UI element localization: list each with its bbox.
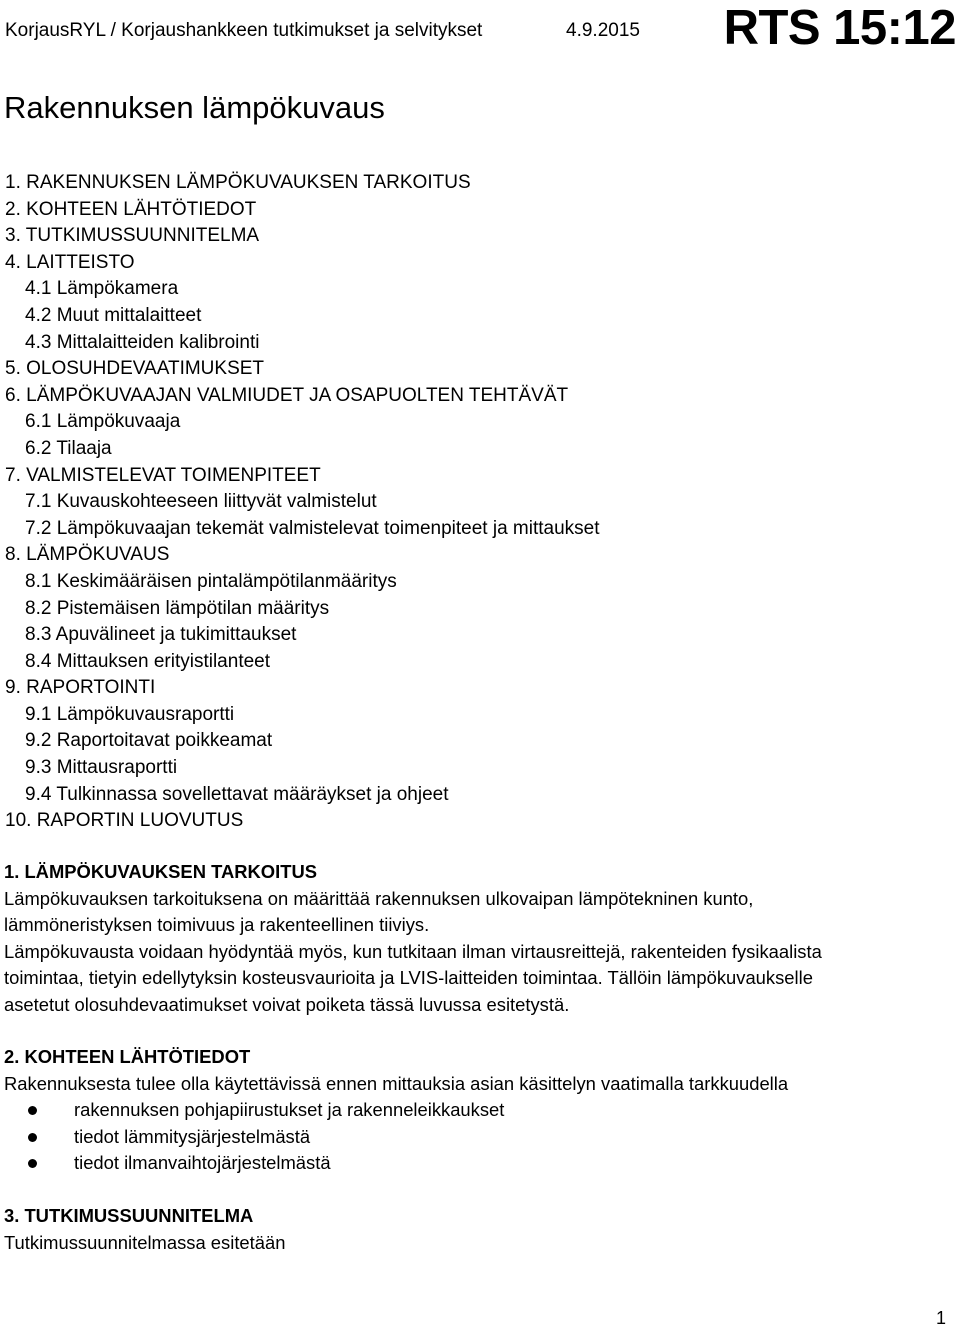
toc-item: 1. RAKENNUKSEN LÄMPÖKUVAUKSEN TARKOITUS: [5, 172, 471, 193]
toc-item: 3. TUTKIMUSSUUNNITELMA: [5, 225, 260, 247]
toc-item: 9. RAPORTOINTI: [5, 677, 156, 699]
page-number: 1: [935, 1308, 946, 1328]
toc-subitem: 4.1 Lämpökamera: [25, 278, 179, 300]
toc-subitem: 8.1 Keskimääräisen pintalämpötilanmääritys: [25, 570, 397, 592]
section-1: [4, 859, 944, 1019]
paragraph-line: Tutkimussuunnitelmassa esitetään: [4, 1231, 286, 1253]
toc-subitem: 8.2 Pistemäisen lämpötilan määritys: [25, 597, 330, 619]
toc-subitem: 4.2 Muut mittalaitteet: [25, 304, 202, 326]
section-heading: 3. TUTKIMUSSUUNNITELMA: [4, 1205, 254, 1226]
toc-item: 5. OLOSUHDEVAATIMUKSET: [5, 358, 265, 380]
bullet-list: [4, 1097, 944, 1177]
header-breadcrumb: KorjausRYL / Korjaushankkeen tutkimukset ja selvitykset: [5, 20, 483, 41]
toc-item: 6. LÄMPÖKUVAAJAN VALMIUDET JA OSAPUOLTEN TEHTÄVÄT: [5, 384, 569, 406]
toc-item: 2. KOHTEEN LÄHTÖTIEDOT: [5, 198, 257, 220]
section-3: [4, 1203, 944, 1256]
header-date: 4.9.2015: [566, 20, 640, 41]
paragraph-line: lämmöneristyksen toimivuus ja rakenteellinen tiiviys.: [4, 914, 430, 936]
toc-subitem: 9.2 Raportoitavat poikkeamat: [25, 730, 273, 752]
bullet-item: tiedot lämmitysjärjestelmästä: [4, 1124, 944, 1151]
bullet-icon: [28, 1159, 37, 1168]
document-title: Rakennuksen lämpökuvaus: [4, 90, 385, 125]
toc-subitem: 8.4 Mittauksen erityistilanteet: [25, 650, 271, 672]
toc-subitem: 6.1 Lämpökuvaaja: [25, 411, 181, 433]
toc-subitem: 9.1 Lämpökuvausraportti: [25, 703, 235, 725]
toc-item: 8. LÄMPÖKUVAUS: [5, 544, 170, 566]
section-heading: 2. KOHTEEN LÄHTÖTIEDOT: [4, 1046, 251, 1067]
section-heading: 1. LÄMPÖKUVAUKSEN TARKOITUS: [4, 861, 317, 882]
toc-subitem: 6.2 Tilaaja: [25, 437, 112, 459]
toc-subitem: 7.1 Kuvauskohteeseen liittyvät valmistelut: [25, 491, 377, 513]
toc-subitem: 4.3 Mittalaitteiden kalibrointi: [25, 331, 260, 353]
paragraph-line: Lämpökuvausta voidaan hyödyntää myös, kun tutkitaan ilman virtausreittejä, rakenteiden fysikaalista: [4, 940, 822, 962]
paragraph-line: toimintaa, tietyin edellytyksin kosteusvaurioita ja LVIS-laitteiden toimintaa. Tällöin lämpökuvaukselle: [4, 967, 813, 989]
toc-item: 4. LAITTEISTO: [5, 251, 135, 273]
paragraph-line: Lämpökuvauksen tarkoituksena on määrittää rakennuksen ulkovaipan lämpötekninen kunto,: [4, 887, 754, 909]
toc-item: 7. VALMISTELEVAT TOIMENPITEET: [5, 464, 321, 486]
table-of-contents: [5, 170, 600, 835]
toc-item: 10. RAPORTIN LUOVUTUS: [5, 810, 244, 832]
toc-subitem: 8.3 Apuvälineet ja tukimittaukset: [25, 624, 297, 646]
header-document-code: RTS 15:12: [723, 1, 956, 55]
bullet-icon: [28, 1106, 37, 1115]
bullet-item: rakennuksen pohjapiirustukset ja rakenneleikkaukset: [4, 1097, 944, 1124]
paragraph-line: Rakennuksesta tulee olla käytettävissä ennen mittauksia asian käsittelyn vaatimalla tarkkuudella: [4, 1072, 789, 1094]
toc-subitem: 9.4 Tulkinnassa sovellettavat määräykset ja ohjeet: [25, 783, 449, 805]
toc-subitem: 7.2 Lämpökuvaajan tekemät valmistelevat toimenpiteet ja mittaukset: [25, 517, 600, 539]
paragraph-line: asetetut olosuhdevaatimukset voivat poiketa tässä luvussa esitetystä.: [4, 993, 570, 1015]
bullet-icon: [28, 1133, 37, 1142]
section-2: [4, 1044, 944, 1177]
toc-subitem: 9.3 Mittausraportti: [25, 757, 178, 779]
bullet-item: tiedot ilmanvaihtojärjestelmästä: [4, 1150, 944, 1177]
page-header: [0, 0, 960, 60]
